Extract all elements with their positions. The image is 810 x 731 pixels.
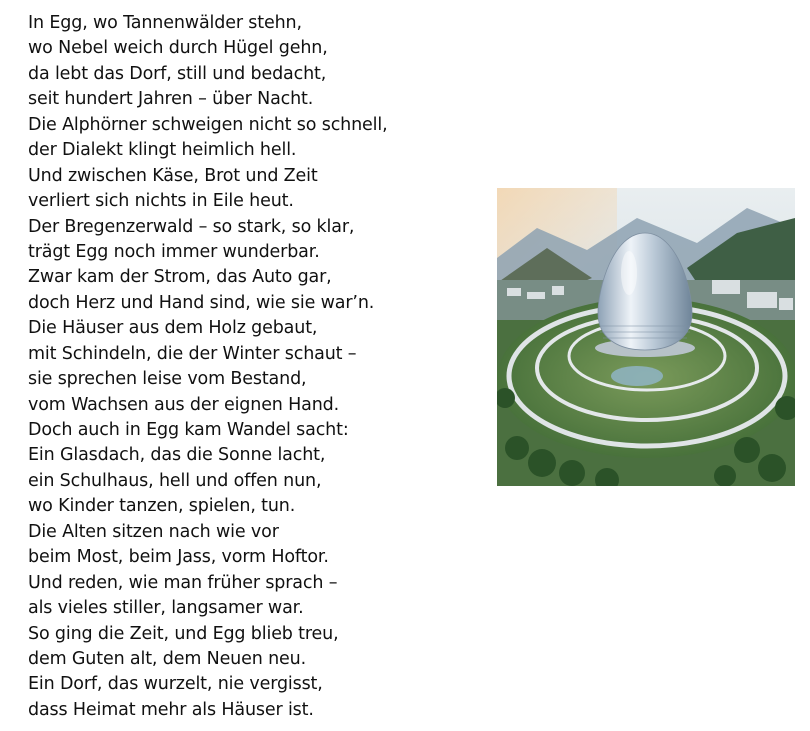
poem-line: mit Schindeln, die der Winter schaut – <box>28 343 357 364</box>
illustration-graphic <box>497 188 795 486</box>
poem-line: wo Nebel weich durch Hügel gehn, <box>28 38 328 59</box>
poem-line: ein Schulhaus, hell und offen nun, <box>28 470 322 491</box>
poem-line: Doch auch in Egg kam Wandel sacht: <box>28 420 349 440</box>
poem-line: Ein Dorf, das wurzelt, nie vergisst, <box>28 674 323 695</box>
poem-line: dass Heimat mehr als Häuser ist. <box>28 699 314 720</box>
poem-line: So ging die Zeit, und Egg blieb treu, <box>28 623 339 644</box>
pond <box>611 366 663 386</box>
poem-line: da lebt das Dorf, still und bedacht, <box>28 63 327 84</box>
poem-line: seit hundert Jahren – über Nacht. <box>28 89 314 110</box>
poem-line: als vieles stiller, langsamer war. <box>28 598 304 619</box>
poem-line: dem Guten alt, dem Neuen neu. <box>28 648 307 669</box>
poem-line: Die Häuser aus dem Holz gebaut, <box>28 318 318 339</box>
poem-line: der Dialekt klingt heimlich hell. <box>28 140 297 161</box>
poem-line: wo Kinder tanzen, spielen, tun. <box>28 496 296 517</box>
poem-line: Ein Glasdach, das die Sonne lacht, <box>28 445 326 466</box>
poem-line: Und reden, wie man früher sprach – <box>28 572 338 593</box>
poem-line: In Egg, wo Tannenwälder stehn, <box>28 13 302 33</box>
poem-line: Die Alphörner schweigen nicht so schnell, <box>28 114 388 135</box>
poem-line: beim Most, beim Jass, vorm Hoftor. <box>28 547 329 568</box>
poem-line: Die Alten sitzen nach wie vor <box>28 521 279 542</box>
poem-line: verliert sich nichts in Eile heut. <box>28 191 294 212</box>
poem-line: vom Wachsen aus der eignen Hand. <box>28 394 340 415</box>
poem-line: trägt Egg noch immer wunderbar. <box>28 241 320 262</box>
poem-line: doch Herz und Hand sind, wie sie war’n. <box>28 292 375 313</box>
poem-line: Und zwischen Käse, Brot und Zeit <box>28 165 318 186</box>
egg-highlight <box>621 251 637 295</box>
poem-text <box>28 11 478 723</box>
egg-building-illustration <box>497 188 795 486</box>
poem-line: Zwar kam der Strom, das Auto gar, <box>28 267 332 288</box>
poem-line: Der Bregenzerwald – so stark, so klar, <box>28 216 355 237</box>
poem-line: sie sprechen leise vom Bestand, <box>28 369 307 390</box>
